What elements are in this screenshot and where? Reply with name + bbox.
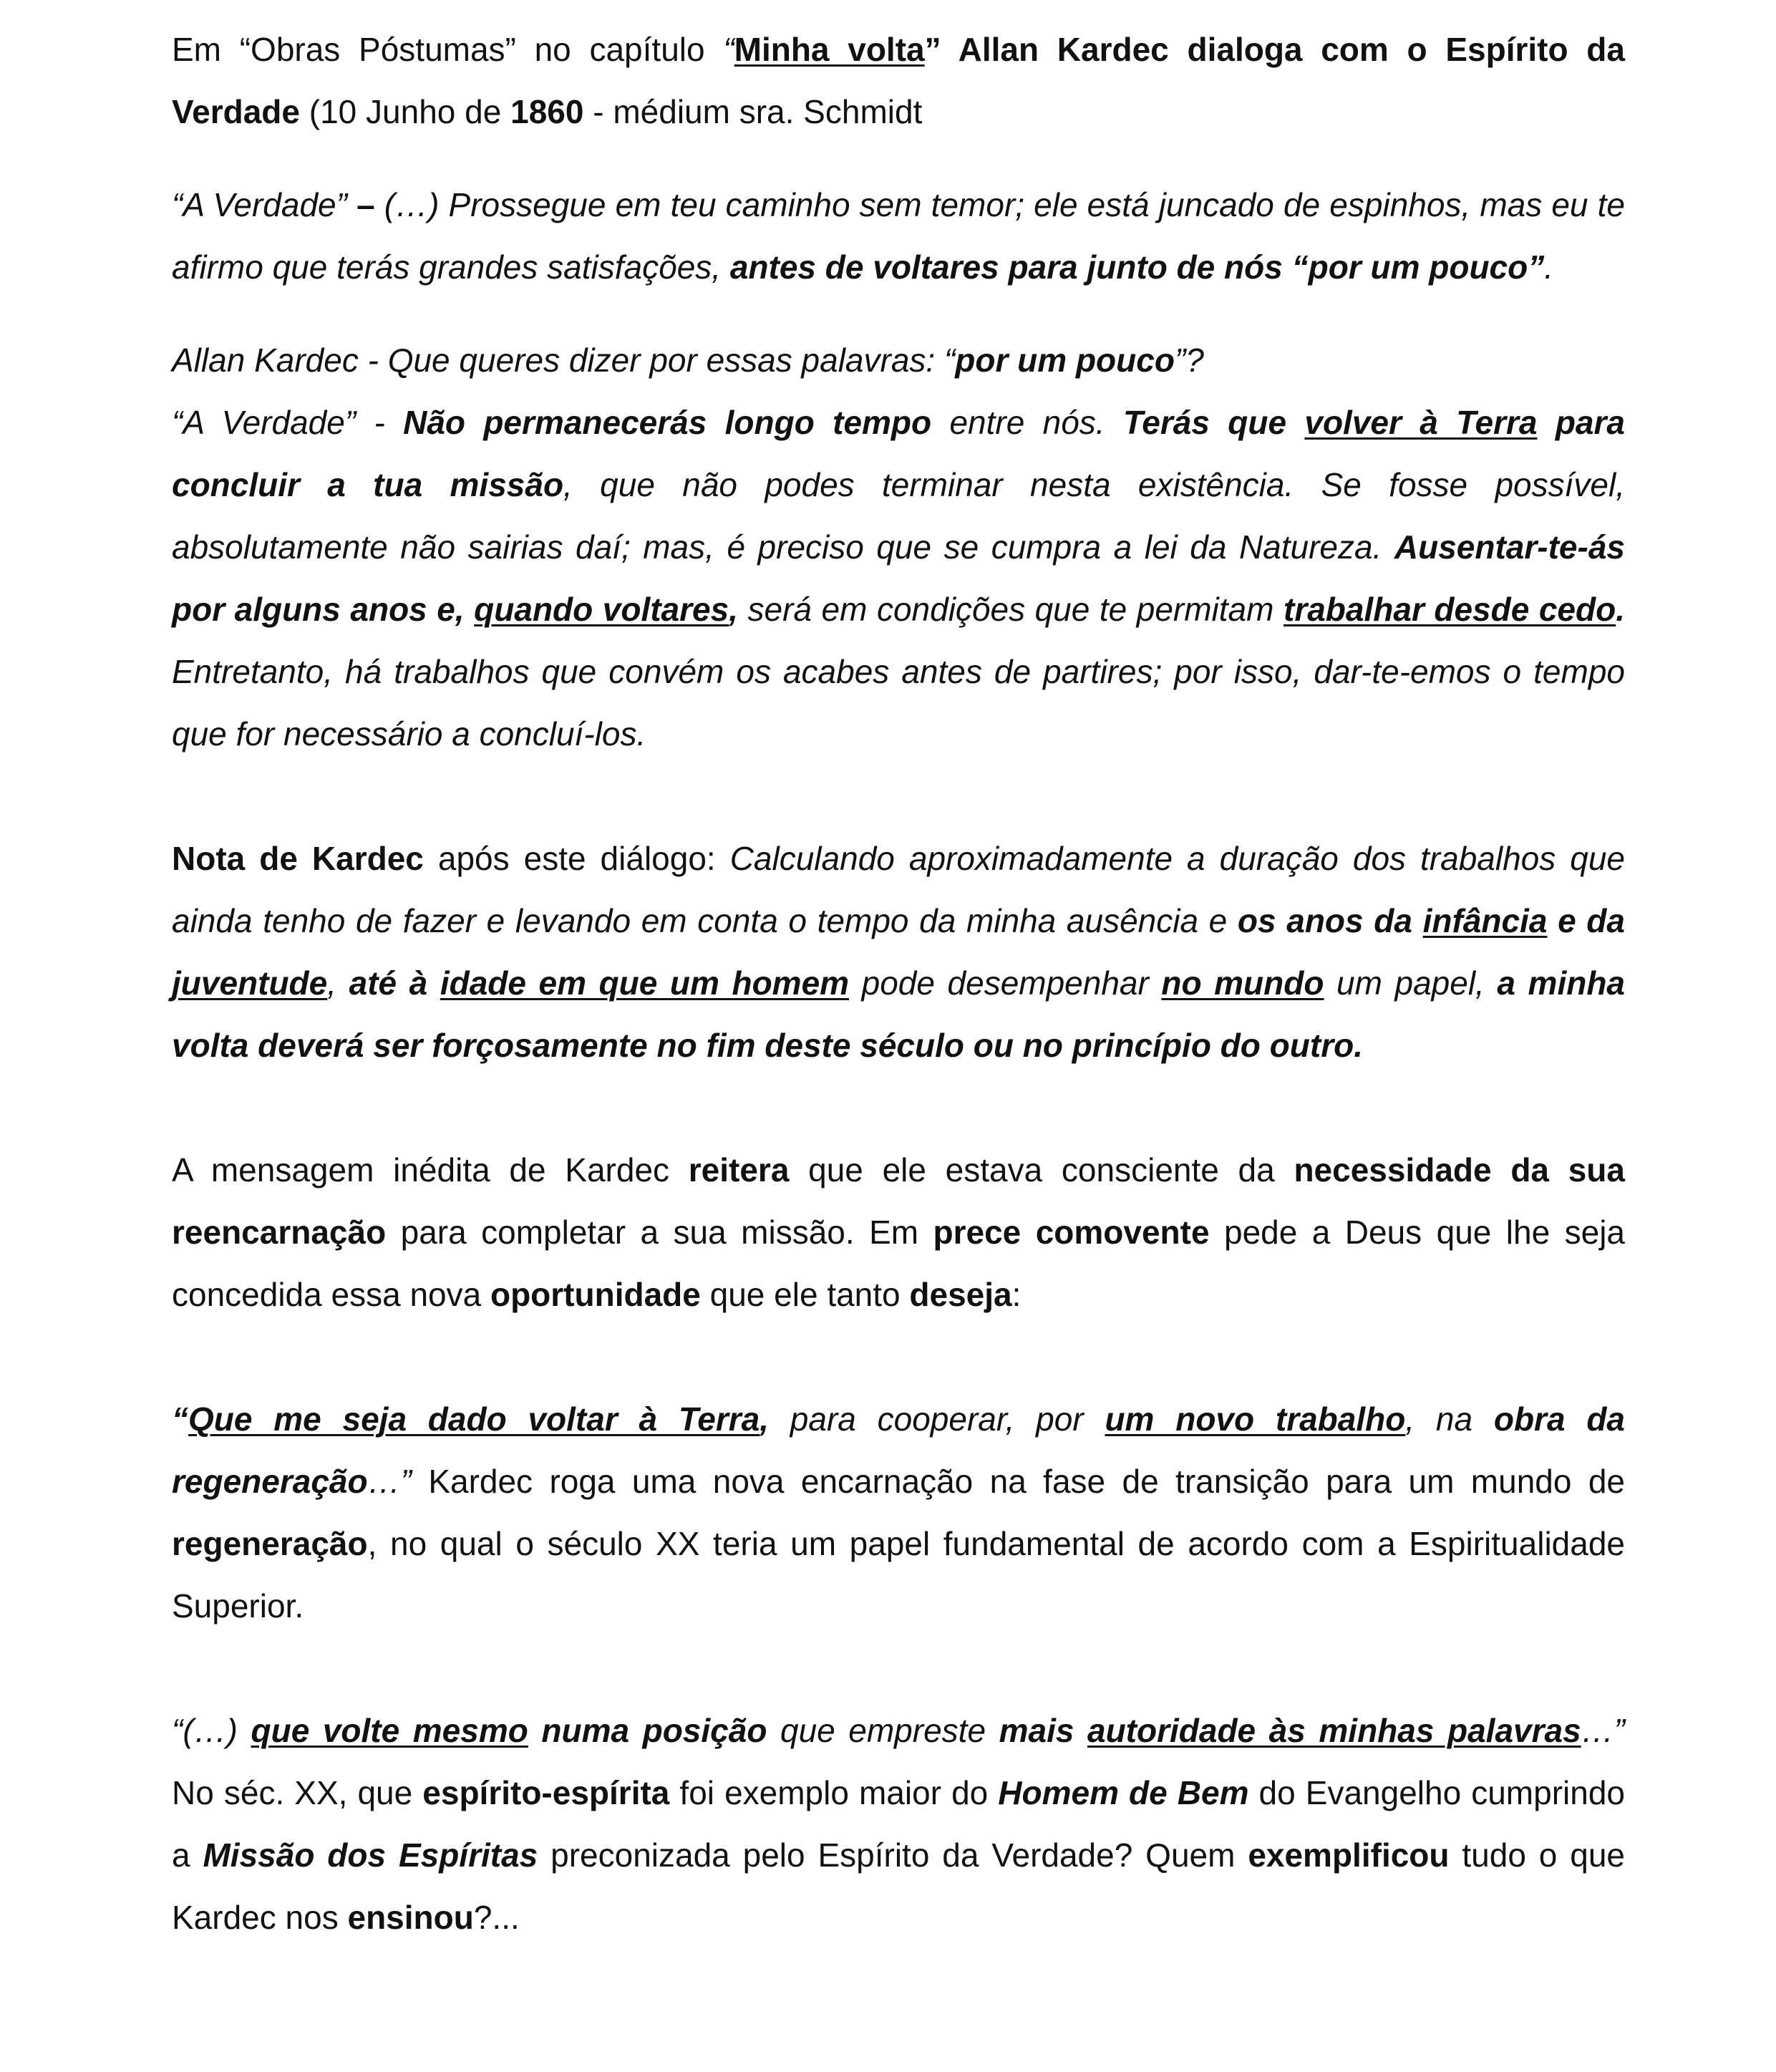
text-run: até à: [349, 964, 440, 1002]
text-run: ?...: [473, 1899, 520, 1936]
text-run: Nota de Kardec: [172, 840, 424, 877]
text-run: exemplificou: [1248, 1836, 1450, 1874]
text-run: .: [1616, 591, 1625, 628]
text-run: autoridade às minhas palavras: [1087, 1712, 1581, 1749]
paragraph-spacer: [172, 299, 1625, 329]
text-run: Kardec roga uma nova encarnação na fase de transição para um mundo de: [428, 1463, 1625, 1500]
text-run: , na: [1405, 1400, 1494, 1438]
text-run: tudo o que Kardec nos: [172, 1836, 1625, 1936]
text-run: Ausentar-te-ás por alguns anos e,: [172, 528, 1625, 628]
paragraph-5: [172, 828, 1625, 1077]
text-run: Allan Kardec - Que queres dizer por essas palavras: “: [172, 342, 956, 379]
text-run: (…) Prossegue em teu caminho sem temor; ele está juncado de espinhos, mas eu te afirmo que terás grandes satisfações,: [172, 186, 1625, 286]
text-run: Calculando aproximadamente a duração dos trabalhos que ainda tenho de fazer e levando em conta o tempo da minha ausência e: [172, 840, 1626, 939]
text-run: reitera: [688, 1151, 790, 1189]
text-run: um papel,: [1324, 964, 1498, 1002]
text-run: Terás que: [1122, 404, 1305, 441]
text-run: volver à Terra: [1304, 404, 1538, 441]
text-run: Não permanecerás longo tempo: [403, 404, 932, 441]
paragraph-spacer: [172, 1077, 1625, 1139]
text-run: Missão dos Espíritas: [203, 1836, 538, 1874]
text-run: “A Verdade” -: [172, 404, 404, 441]
text-run: espírito-espírita: [422, 1774, 670, 1811]
text-run: Entretanto, há trabalhos que convém os acabes antes de partires; por isso, dar-te-emos o tempo que for necessário a concluí-los.: [172, 653, 1625, 752]
text-run: mais: [999, 1712, 1087, 1749]
paragraph-8: [172, 1700, 1625, 1949]
text-run: Minha volta: [734, 31, 925, 68]
document-page: [172, 19, 1625, 1949]
text-run: ,: [760, 1400, 769, 1438]
paragraph-6: [172, 1139, 1625, 1326]
document-body: [172, 19, 1625, 1949]
text-run: foi exemplo maior do: [669, 1774, 999, 1811]
text-run: para completar a sua missão. Em: [386, 1214, 933, 1251]
text-run: que empreste: [767, 1712, 999, 1749]
text-run: após este diálogo:: [423, 840, 730, 877]
text-run: a minha volta deverá ser forçosamente no fim deste século ou no princípio do outro.: [172, 964, 1625, 1064]
text-run: (10 Junho de: [300, 93, 511, 130]
text-run: um novo trabalho: [1105, 1400, 1406, 1438]
text-run: para concluir a tua missão: [172, 404, 1625, 503]
text-run: ” Allan Kardec dialoga com o Espírito da Verdade: [172, 31, 1625, 130]
text-run: , que não podes terminar nesta existência. Se fosse possível, absolutamente não sairias daí; mas, é preciso que se cumpra a lei da Natureza.: [172, 466, 1625, 566]
text-run: que ele estava consciente da: [789, 1151, 1294, 1189]
text-run: , no qual o século XX teria um papel fundamental de acordo com a Espiritualidade Superior.: [172, 1525, 1625, 1625]
text-run: :: [1011, 1276, 1022, 1313]
text-run: infância: [1422, 902, 1548, 939]
text-run: “A Verdade”: [172, 186, 357, 223]
paragraph-3: [172, 329, 1625, 392]
paragraph-spacer: [172, 1637, 1625, 1700]
text-run: regeneração: [172, 1525, 368, 1562]
text-run: .: [1544, 248, 1554, 286]
text-run: prece comovente: [933, 1214, 1210, 1251]
text-run: trabalhar desde cedo: [1284, 591, 1616, 628]
text-run: que ele tanto: [700, 1276, 910, 1313]
text-run: ”?: [1174, 342, 1204, 379]
text-run: preconizada pelo Espírito da Verdade? Quem: [538, 1836, 1248, 1874]
text-run: antes de voltares para junto de nós “por um pouco”: [729, 248, 1545, 286]
text-run: ensinou: [347, 1899, 474, 1936]
text-run: 1860: [510, 93, 584, 130]
paragraph-spacer: [172, 1326, 1625, 1388]
text-run: deseja: [909, 1276, 1012, 1313]
text-run: –: [356, 186, 384, 223]
text-run: os anos da: [1237, 902, 1423, 939]
text-run: idade em que um homem: [440, 964, 850, 1002]
text-run: que volte mesmo: [251, 1712, 528, 1749]
text-run: para cooperar, por: [769, 1400, 1105, 1438]
text-run: e da: [1547, 902, 1625, 939]
text-run: …”: [1581, 1712, 1625, 1749]
text-run: juventude: [172, 964, 328, 1002]
text-run: pode desempenhar: [849, 964, 1162, 1002]
paragraph-1: [172, 19, 1625, 143]
text-run: No séc. XX, que: [172, 1774, 423, 1811]
text-run: no mundo: [1161, 964, 1324, 1002]
text-run: entre nós.: [931, 404, 1123, 441]
text-run: “(…): [172, 1712, 251, 1749]
paragraph-4: [172, 392, 1625, 765]
text-run: oportunidade: [490, 1276, 701, 1313]
text-run: por um pouco: [955, 342, 1175, 379]
text-run: do Evangelho cumprindo a: [172, 1774, 1625, 1874]
text-run: numa posição: [528, 1712, 767, 1749]
text-run: ,: [729, 591, 738, 628]
text-run: …”: [367, 1463, 429, 1500]
text-run: quando voltares: [474, 591, 729, 628]
text-run: - médium sra. Schmidt: [583, 93, 923, 130]
text-run: Em “Obras Póstumas” no capítulo: [172, 31, 724, 68]
text-run: Homem de Bem: [998, 1774, 1249, 1811]
text-run: será em condições que te permitam: [737, 591, 1284, 628]
paragraph-spacer: [172, 143, 1625, 174]
text-run: A mensagem inédita de Kardec: [172, 1151, 689, 1189]
paragraph-spacer: [172, 765, 1625, 828]
text-run: “: [723, 31, 734, 68]
paragraph-7: [172, 1388, 1625, 1637]
text-run: Que me seja dado voltar à Terra: [188, 1400, 760, 1438]
paragraph-2: [172, 174, 1625, 299]
text-run: “: [172, 1400, 188, 1438]
text-run: pede a Deus que lhe seja concedida essa nova: [172, 1214, 1625, 1313]
text-run: obra da regeneração: [172, 1400, 1625, 1500]
text-run: necessidade da sua reencarnação: [172, 1151, 1625, 1251]
text-run: ,: [327, 964, 349, 1002]
